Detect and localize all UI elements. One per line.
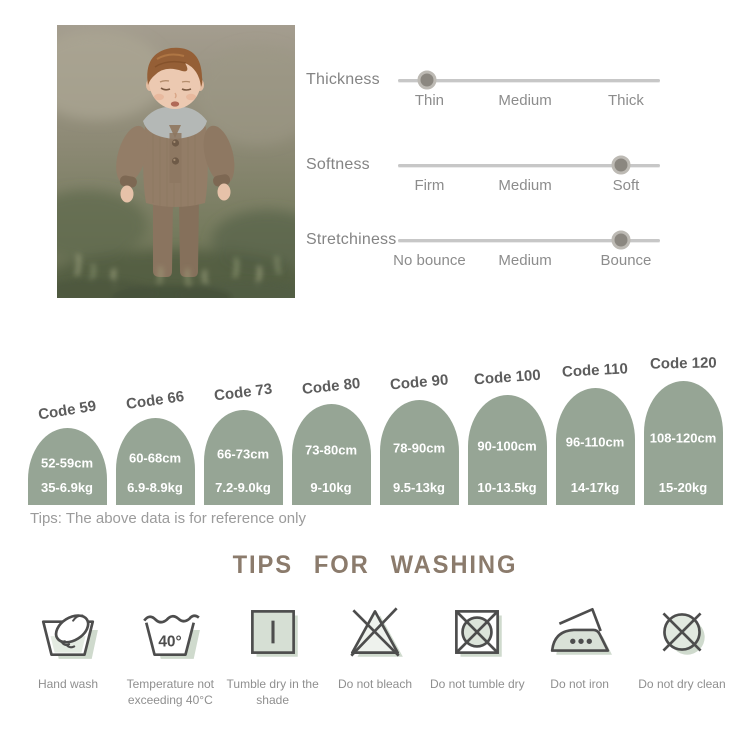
wash-instruction-label: Temperature not exceeding 40°C bbox=[126, 677, 215, 708]
tick-label: Firm bbox=[414, 177, 445, 194]
shade-dry-icon bbox=[240, 599, 306, 665]
slider-zone bbox=[398, 62, 660, 109]
tick-label: No bounce bbox=[393, 252, 466, 269]
slider-handle[interactable] bbox=[611, 231, 630, 250]
slider-handle[interactable] bbox=[611, 156, 630, 175]
washing-section-title: TIPS FOR WASHING bbox=[232, 551, 518, 579]
size-arch bbox=[28, 428, 107, 505]
size-arch bbox=[556, 388, 635, 505]
product-photo bbox=[57, 25, 295, 298]
size-code-label: Code 110 bbox=[561, 360, 629, 381]
wash-instruction-label: Do not iron bbox=[550, 677, 609, 691]
size-weight-range: 14-17kg bbox=[570, 480, 620, 495]
tick-label: Bounce bbox=[600, 252, 652, 269]
wash-instruction-item bbox=[325, 599, 425, 692]
size-height-range: 78-90cm bbox=[392, 440, 446, 456]
size-arch bbox=[204, 410, 283, 505]
size-option bbox=[203, 380, 283, 505]
wash-instruction-item bbox=[632, 599, 732, 692]
size-height-range: 60-68cm bbox=[128, 450, 182, 466]
size-code-label: Code 80 bbox=[301, 374, 361, 399]
size-arch bbox=[292, 404, 371, 505]
wash-instruction-label: Tumble dry in the shade bbox=[226, 677, 319, 708]
size-code-label: Code 66 bbox=[124, 388, 186, 413]
tick-labels bbox=[393, 252, 660, 270]
attribute-row-softness bbox=[306, 147, 660, 194]
tick-label: Medium bbox=[498, 177, 552, 194]
size-chart-note: Tips: The above data is for reference only bbox=[30, 510, 306, 527]
toddler-photo-illustration bbox=[57, 25, 295, 298]
size-chart bbox=[27, 356, 723, 505]
size-arch bbox=[380, 400, 459, 505]
wash-instruction-item bbox=[530, 599, 630, 692]
wash-instruction-item bbox=[18, 599, 118, 692]
tick-label: Medium bbox=[498, 252, 552, 269]
size-code-label: Code 100 bbox=[473, 366, 541, 389]
size-weight-range: 9-10kg bbox=[310, 480, 352, 495]
tick-label: Thick bbox=[608, 92, 644, 109]
slider-track[interactable] bbox=[398, 79, 660, 82]
attribute-row-stretchiness bbox=[306, 222, 660, 269]
wash-instruction-item bbox=[427, 599, 527, 692]
size-option bbox=[379, 371, 459, 505]
wash-instruction-item bbox=[223, 599, 323, 708]
temperature-40-icon bbox=[137, 599, 203, 665]
size-code-label: Code 120 bbox=[649, 354, 717, 373]
wash-instruction-label: Do not tumble dry bbox=[429, 677, 525, 691]
do-not-tumble-dry-icon bbox=[444, 599, 510, 665]
attribute-label: Thickness bbox=[306, 71, 380, 88]
size-option bbox=[115, 388, 195, 505]
attribute-row-thickness bbox=[306, 62, 660, 109]
size-option bbox=[555, 362, 635, 505]
size-arch bbox=[116, 418, 195, 505]
size-weight-range: 6.9-8.9kg bbox=[127, 480, 183, 495]
do-not-dry-clean-icon bbox=[649, 599, 715, 665]
slider-zone bbox=[393, 222, 660, 269]
tick-labels bbox=[398, 92, 660, 110]
size-weight-range: 9.5-13kg bbox=[392, 480, 446, 495]
washing-instructions bbox=[18, 599, 732, 708]
attribute-label: Softness bbox=[306, 156, 370, 173]
size-height-range: 108-120cm bbox=[649, 430, 717, 446]
wash-instruction-item bbox=[120, 599, 220, 708]
slider-zone bbox=[398, 147, 660, 194]
size-option bbox=[643, 355, 723, 505]
size-height-range: 52-59cm bbox=[40, 455, 94, 471]
size-code-label: Code 59 bbox=[36, 397, 98, 424]
tick-label: Soft bbox=[612, 177, 640, 194]
size-weight-range: 15-20kg bbox=[658, 480, 708, 495]
attribute-label: Stretchiness bbox=[306, 231, 397, 248]
tick-label: Thin bbox=[414, 92, 445, 109]
size-weight-range: 10-13.5kg bbox=[477, 480, 537, 495]
size-option bbox=[27, 397, 107, 505]
size-code-label: Code 73 bbox=[212, 380, 273, 405]
size-arch bbox=[644, 381, 723, 505]
slider-handle[interactable] bbox=[417, 71, 436, 90]
do-not-bleach-icon bbox=[342, 599, 408, 665]
size-weight-range: 7.2-9.0kg bbox=[215, 480, 271, 495]
tick-labels bbox=[398, 177, 660, 195]
size-option bbox=[467, 366, 547, 505]
hand-wash-icon bbox=[35, 599, 101, 665]
size-height-range: 90-100cm bbox=[477, 438, 537, 454]
size-height-range: 96-110cm bbox=[565, 434, 625, 450]
wash-instruction-label: Hand wash bbox=[37, 677, 99, 691]
do-not-iron-icon bbox=[547, 599, 613, 665]
temperature-value: 40° bbox=[158, 633, 183, 651]
wash-instruction-label: Do not bleach bbox=[337, 677, 413, 691]
tick-label: Medium bbox=[498, 92, 552, 109]
wash-instruction-label: Do not dry clean bbox=[638, 677, 726, 691]
size-arch bbox=[468, 395, 547, 505]
size-code-label: Code 90 bbox=[389, 371, 449, 394]
size-option bbox=[291, 374, 371, 505]
size-weight-range: 35-6.9kg bbox=[40, 480, 94, 495]
size-height-range: 66-73cm bbox=[216, 446, 270, 462]
size-height-range: 73-80cm bbox=[304, 442, 358, 458]
